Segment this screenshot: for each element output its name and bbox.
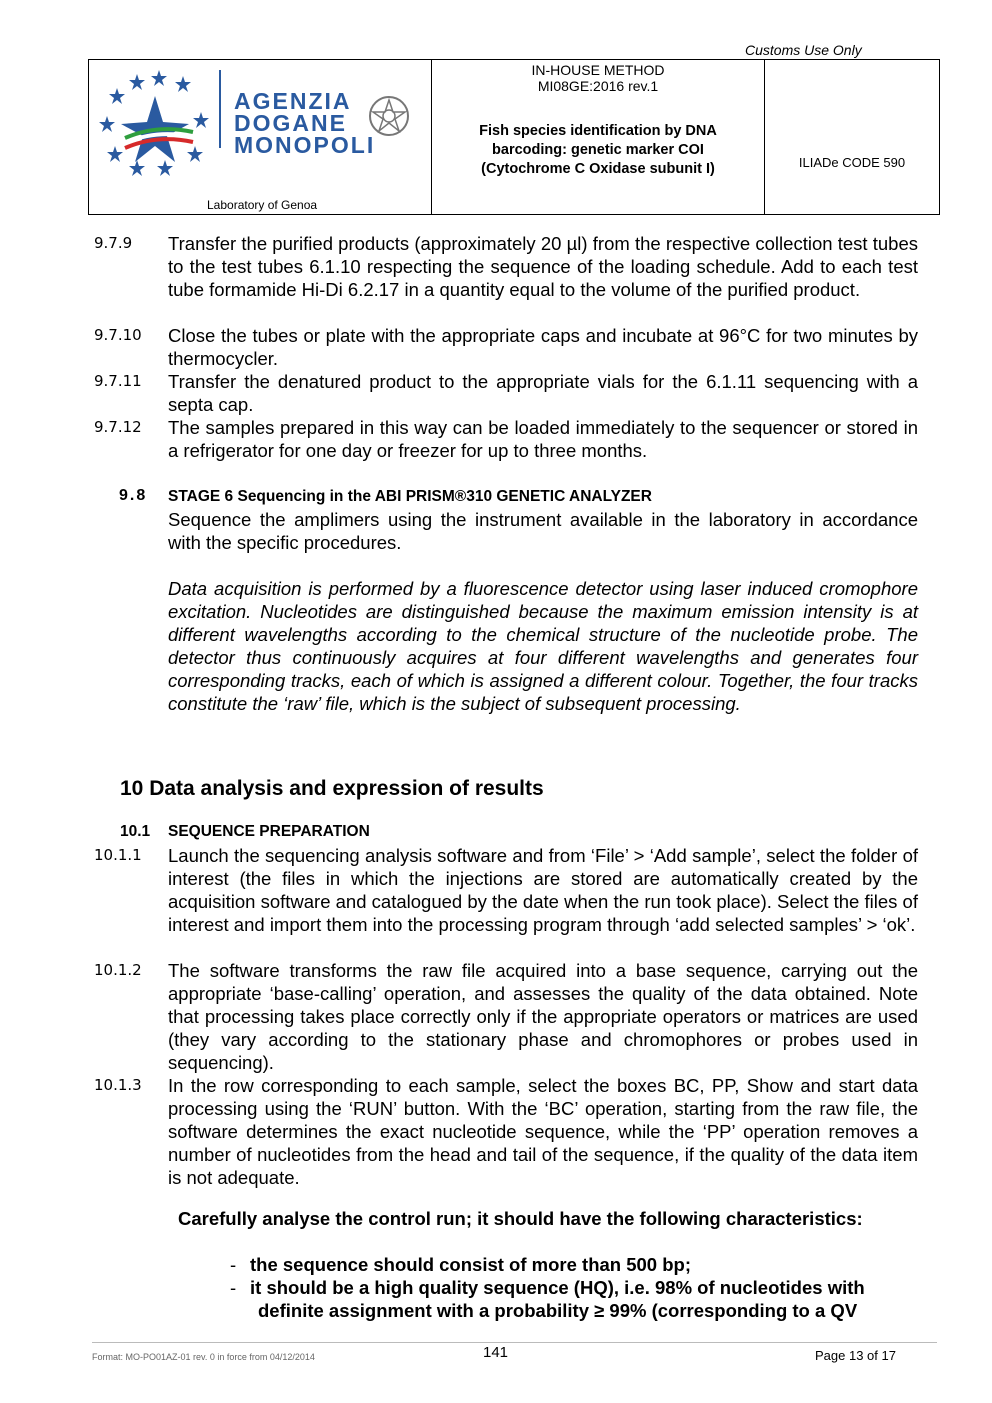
title-line-1: Fish species identification by DNA — [479, 123, 717, 139]
footer-format: Format: MO-PO01AZ-01 rev. 0 in force from 04/12/2014 — [92, 1352, 315, 1362]
bullet-hq-line-1: it should be a high quality sequence (HQ), i.e. 98% of nucleotides with — [250, 1277, 865, 1298]
section-number: 9.7.10 — [94, 326, 142, 344]
agency-name — [234, 90, 375, 156]
bullet-sequence-length: the sequence should consist of more than 500 bp; — [250, 1254, 691, 1275]
method-line-2: MI08GE:2016 rev.1 — [537, 78, 659, 94]
method-line-1: IN-HOUSE METHOD — [531, 62, 665, 78]
laboratory-label: Laboratory of Genoa — [207, 198, 318, 212]
paragraph-9-7-9: Transfer the purified products (approximately 20 µl) from the respective collection test tubes to the test tubes 6.1.10 respecting the sequence of the loading schedule. Add to each test tube formamide Hi-Di 6.2.17 in a quantity equal to the volume of the purified product. — [168, 233, 918, 300]
paragraph-9-8-italic: Data acquisition is performed by a fluorescence detector using laser induced cromophore excitation. Nucleotides are distinguished because the maximum emission intensity is at different wavelengths according to the chemical structure of the nucleotide probe. The detector thus continuously acquires at four different wavelengths and generates four corresponding tracks, each of which is assigned a different colour. Together, the four tracks constitute the ‘raw’ file, which is the subject of subsequent processing. — [168, 578, 918, 714]
paragraph-10-1-2: The software transforms the raw file acquired into a base sequence, carrying out the appropriate ‘base-calling’ operation, and assesses the quality of the data obtained. Note that processing takes place correctly only if the appropriate operators or matrices are used (they vary according to the stationary phase and chromophores or probes used in sequencing). — [168, 960, 918, 1073]
agency-line-3: MONOPOLI — [234, 132, 376, 158]
paragraph-9-7-10: Close the tubes or plate with the appropriate caps and incubate at 96°C for two minutes by thermocycler. — [168, 325, 918, 369]
page-number: Page 13 of 17 — [815, 1348, 896, 1363]
code-cell — [765, 60, 940, 215]
agency-line-1: AGENZIA — [234, 88, 352, 114]
logo-cell — [89, 60, 432, 215]
section-number: 10.1 — [120, 823, 151, 840]
paragraph-10-1-1: Launch the sequencing analysis software and from ‘File’ > ‘Add sample’, select the folder of interest (the files in which the injections are stored are automatically created by the acquisition software and catalogued by the date when the run took place). Select the files of interest and import them into the processing program through ‘add selected samples’ > ‘ok’. — [168, 845, 918, 935]
stage-6-heading: STAGE 6 Sequencing in the ABI PRISM®310 GENETIC ANALYZER — [168, 488, 652, 505]
section-10-heading: 10 Data analysis and expression of results — [120, 777, 544, 800]
footer-divider — [92, 1342, 937, 1343]
section-number: 10.1.1 — [94, 846, 142, 864]
section-number: 9.8 — [119, 487, 148, 504]
section-number: 9.7.12 — [94, 418, 142, 436]
bullet-dash: - — [230, 1254, 237, 1275]
paragraph-9-7-11: Transfer the denatured product to the appropriate vials for the 6.1.11 sequencing with a septa cap. — [168, 371, 918, 415]
title-line-3: (Cytochrome C Oxidase subunit I) — [481, 161, 715, 177]
document-header — [88, 59, 940, 215]
section-number: 9.7.9 — [94, 234, 133, 252]
footer-number: 141 — [483, 1344, 509, 1361]
paragraph-9-8: Sequence the amplimers using the instrument available in the laboratory in accordance with the specific procedures. — [168, 509, 918, 553]
iliade-code: ILIADe CODE 590 — [798, 154, 906, 170]
method-cell — [432, 60, 765, 215]
control-run-intro: Carefully analyse the control run; it should have the following characteristics: — [178, 1208, 863, 1229]
section-number: 10.1.3 — [94, 1076, 142, 1094]
agency-logo-icon — [97, 66, 209, 176]
sequence-preparation-heading: SEQUENCE PREPARATION — [168, 823, 370, 840]
agency-line-2: DOGANE — [234, 110, 347, 136]
section-number: 10.1.2 — [94, 961, 142, 979]
customs-label: Customs Use Only — [745, 42, 862, 58]
logo-divider — [219, 70, 221, 148]
paragraph-10-1-3: In the row corresponding to each sample, select the boxes BC, PP, Show and start data processing using the ‘RUN’ button. With the ‘BC’ operation, starting from the raw file, the software determines the exact nucleotide sequence, while the ‘PP’ operation removes a number of nucleotides from the head and tail of the sequence, if the quality of the data item is not adequate. — [168, 1075, 918, 1188]
bullet-dash: - — [230, 1277, 237, 1298]
title-line-2: barcoding: genetic marker COI — [492, 142, 704, 158]
bullet-hq-line-2: definite assignment with a probability ≥ 99% (corresponding to a QV — [258, 1300, 858, 1321]
paragraph-9-7-12: The samples prepared in this way can be loaded immediately to the sequencer or stored in a refrigerator for one day or freezer for up to three months. — [168, 417, 918, 461]
emblem-icon — [367, 92, 411, 142]
section-number: 9.7.11 — [94, 372, 142, 390]
